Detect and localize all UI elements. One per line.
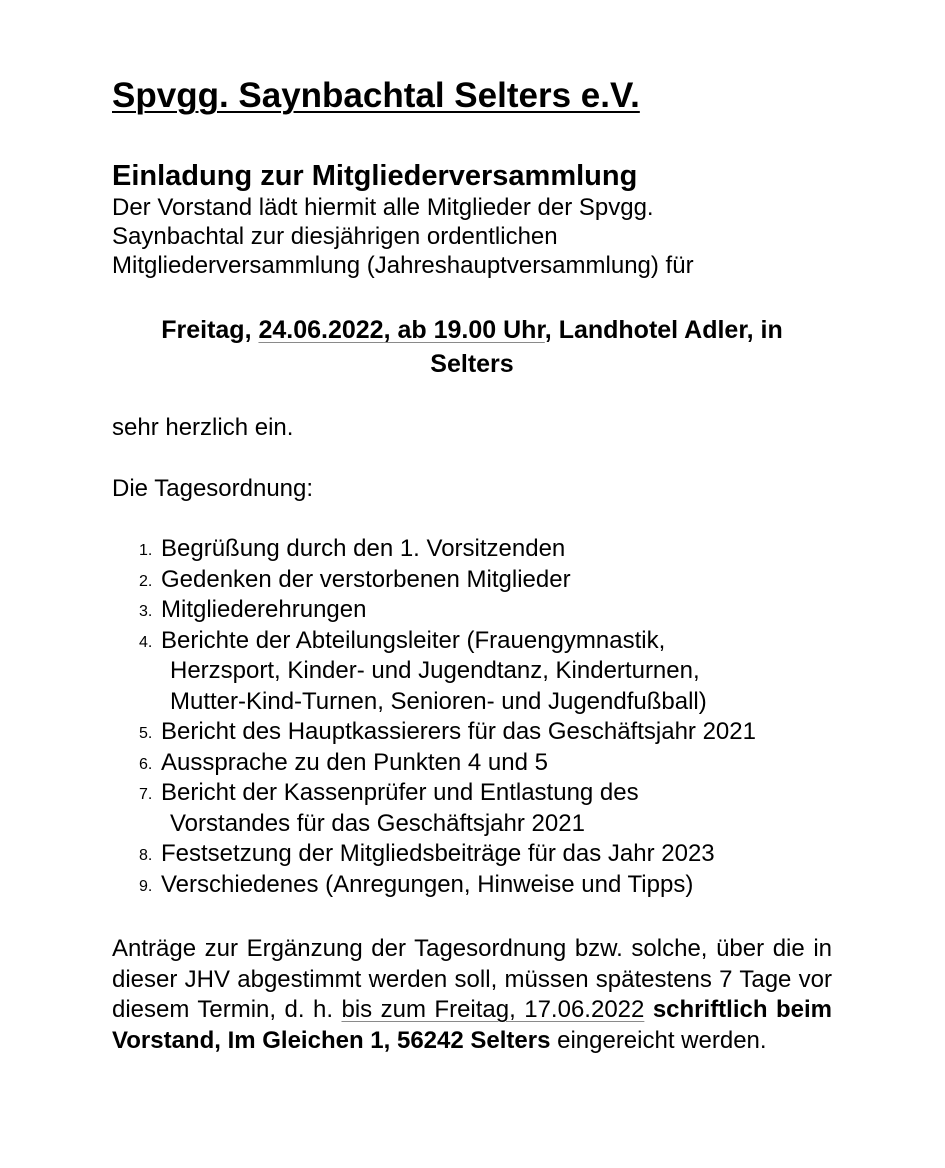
agenda-item-text: Bericht des Hauptkassierers für das Geschäftsjahr 2021 <box>161 718 756 745</box>
agenda-item-number: 5. <box>139 725 153 742</box>
agenda-item-text: Verschiedenes (Anregungen, Hinweise und Tipps) <box>161 870 694 898</box>
event-day: Freitag, <box>161 316 259 344</box>
invitation-document <box>112 70 832 1056</box>
event-date: 24.06.2022 <box>258 316 384 344</box>
agenda-item-text: Mutter-Kind-Turnen, Senioren- und Jugendfußball) <box>170 687 707 715</box>
agenda-item <box>112 595 832 626</box>
intro-line: Mitgliederversammlung (Jahreshauptversammlung) für <box>112 252 694 279</box>
event-date-time <box>258 316 544 344</box>
agenda-item <box>112 839 832 870</box>
event-place: , Landhotel Adler, in <box>544 316 783 344</box>
agenda-item <box>112 870 832 901</box>
submission-address: schriftlich beim Vorstand, Im Gleichen 1, 56242 Selters <box>112 996 832 1054</box>
agenda-item <box>112 717 832 748</box>
agenda-item-number: 2. <box>139 572 153 590</box>
club-title: Spvgg. Saynbachtal Selters e.V. <box>112 76 640 115</box>
event-details <box>112 313 832 381</box>
agenda-item-text: Herzsport, Kinder- und Jugendtanz, Kinderturnen, <box>170 657 700 684</box>
agenda-item-number: 8. <box>139 847 153 864</box>
agenda-label: Die Tagesordnung: <box>112 475 314 502</box>
greeting-text: sehr herzlich ein. <box>112 414 294 441</box>
closing-text-end: eingereicht werden. <box>550 1026 767 1054</box>
agenda-item-text: Begrüßung durch den 1. Vorsitzenden <box>161 535 566 562</box>
agenda-list <box>112 534 832 900</box>
closing-paragraph <box>112 934 832 1056</box>
agenda-item-number: 9. <box>139 877 153 895</box>
intro-paragraph <box>112 193 832 280</box>
agenda-item-number: 1. <box>139 542 153 559</box>
agenda-item-text: Gedenken der verstorbenen Mitglieder <box>161 565 571 593</box>
agenda-item-number: 3. <box>139 603 153 620</box>
intro-line: Saynbachtal zur diesjährigen ordentlichen <box>112 223 558 250</box>
agenda-item <box>112 778 832 839</box>
agenda-item-text: Vorstandes für das Geschäftsjahr 2021 <box>170 809 585 837</box>
agenda-item-text: Bericht der Kassenprüfer und Entlastung des <box>161 779 639 806</box>
intro-line: Der Vorstand lädt hiermit alle Mitglieder der Spvgg. <box>112 194 654 221</box>
agenda-item-text: Aussprache zu den Punkten 4 und 5 <box>161 748 548 776</box>
agenda-item-number: 4. <box>139 633 153 651</box>
agenda-item <box>112 748 832 779</box>
agenda-item <box>112 626 832 718</box>
agenda-item <box>112 565 832 596</box>
invitation-heading: Einladung zur Mitgliederversammlung <box>112 160 638 192</box>
event-time: , ab 19.00 Uhr <box>383 316 545 344</box>
agenda-item-number: 6. <box>139 755 153 773</box>
agenda-item-text: Berichte der Abteilungsleiter (Frauengymnastik, <box>161 626 666 654</box>
closing-text: Anträge zur Ergänzung der Tagesordnung bzw. solche, über die in dieser JHV abgestimmt werden soll, müssen spätestens 7 Tage vor diesem Termin, d. h. <box>112 935 832 1023</box>
agenda-item <box>112 534 832 565</box>
event-city: Selters <box>430 350 514 378</box>
deadline-date: bis zum Freitag, 17.06.2022 <box>341 996 645 1023</box>
agenda-item-number: 7. <box>139 786 153 803</box>
agenda-item-text: Mitgliederehrungen <box>161 596 367 623</box>
agenda-item-text: Festsetzung der Mitgliedsbeiträge für das Jahr 2023 <box>161 840 715 867</box>
